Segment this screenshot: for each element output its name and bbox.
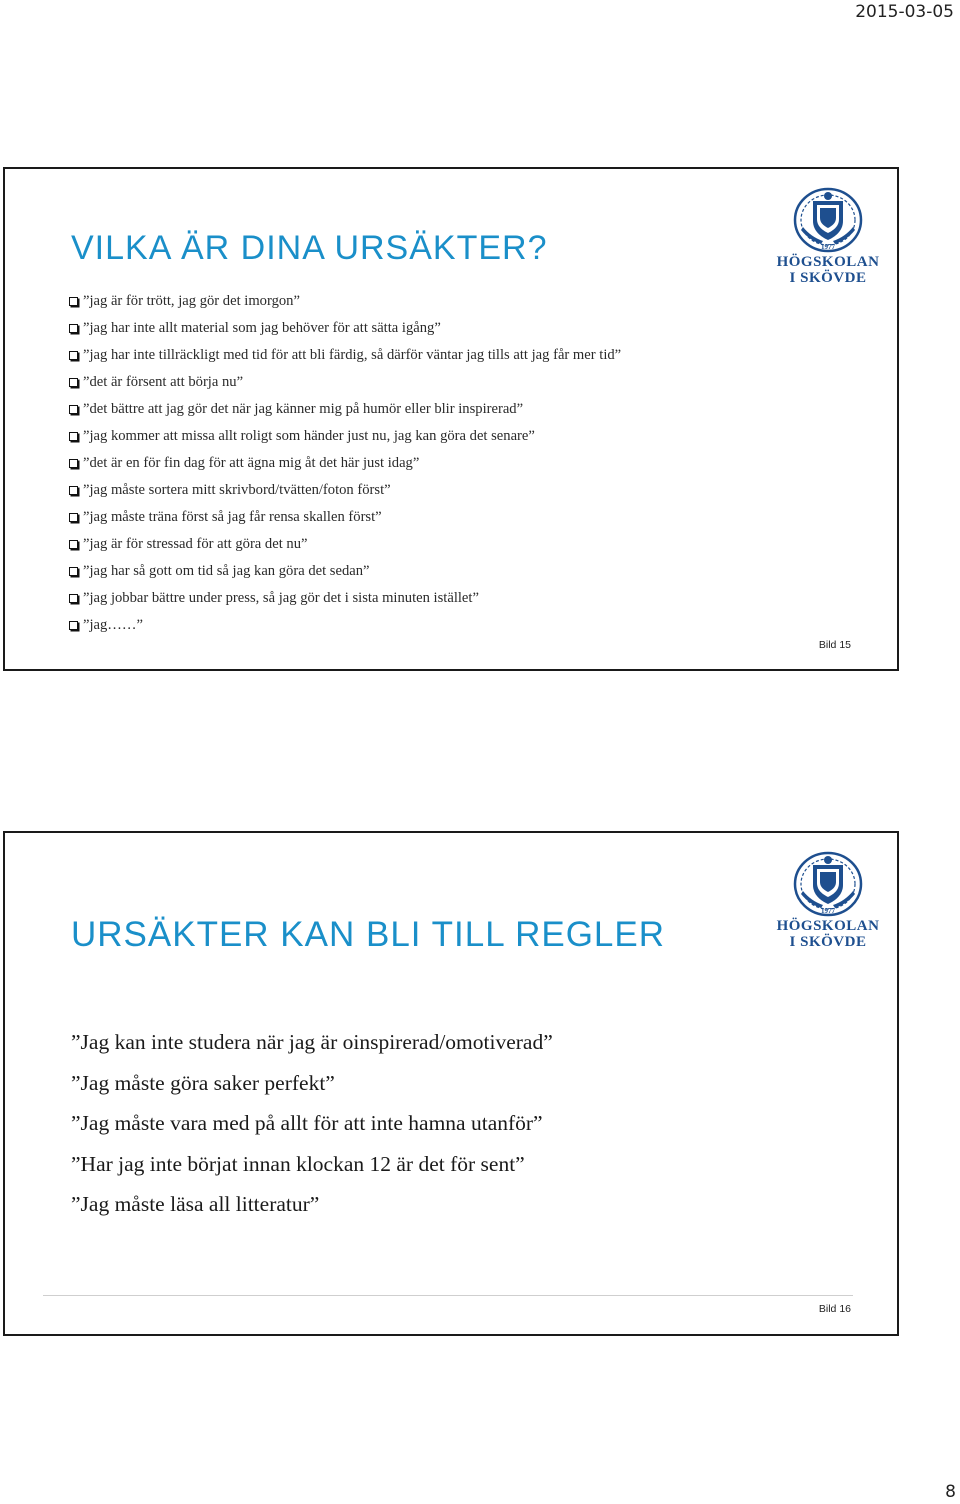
- checkbox-bullet-icon: [69, 324, 78, 333]
- list-item: ”jag……”: [69, 612, 621, 639]
- logo-text-line1: HÖGSKOLAN: [776, 254, 880, 270]
- logo-year: 1977: [821, 243, 835, 251]
- list-item: ”Jag måste göra saker perfekt”: [71, 1070, 335, 1095]
- rule-list: [71, 1022, 553, 1225]
- university-logo: [775, 187, 881, 287]
- checkbox-bullet-icon: [69, 432, 78, 441]
- page-date: 2015-03-05: [855, 2, 954, 22]
- list-item: ”jag har inte tillräckligt med tid för att bli färdig, så därför väntar jag tills att jag får mer tid”: [69, 342, 621, 369]
- page-number: 8: [945, 1482, 956, 1502]
- slide-title: VILKA ÄR DINA URSÄKTER?: [71, 229, 548, 267]
- list-item: ”Jag måste läsa all litteratur”: [71, 1192, 320, 1216]
- list-item: ”det bättre att jag gör det när jag känner mig på humör eller blir inspirerad”: [69, 396, 621, 423]
- list-item: ”det är försent att börja nu”: [69, 369, 621, 396]
- list-item: ”Jag kan inte studera när jag är oinspirerad/omotiverad”: [71, 1030, 553, 1054]
- checkbox-bullet-icon: [69, 486, 78, 495]
- slide-15: [3, 167, 899, 671]
- checkbox-bullet-icon: [69, 567, 78, 576]
- list-item: ”jag har så gott om tid så jag kan göra det sedan”: [69, 558, 621, 585]
- list-item: ”jag är för trött, jag gör det imorgon”: [69, 288, 621, 315]
- logo-text-line1: HÖGSKOLAN: [776, 918, 880, 934]
- checkbox-bullet-icon: [69, 621, 78, 630]
- list-item: ”jag jobbar bättre under press, så jag gör det i sista minuten istället”: [69, 585, 621, 612]
- checkbox-bullet-icon: [69, 351, 78, 360]
- checkbox-bullet-icon: [69, 540, 78, 549]
- slide-16: [3, 831, 899, 1336]
- slide-title: URSÄKTER KAN BLI TILL REGLER: [71, 915, 666, 954]
- list-item: ”jag är för stressad för att göra det nu”: [69, 531, 621, 558]
- checkbox-bullet-icon: [69, 513, 78, 522]
- checkbox-bullet-icon: [69, 459, 78, 468]
- list-item: ”Jag måste vara med på allt för att inte hamna utanför”: [71, 1111, 543, 1135]
- logo-year: 1977: [821, 907, 835, 915]
- checkbox-bullet-icon: [69, 405, 78, 414]
- list-item: ”jag måste träna först så jag får rensa skallen först”: [69, 504, 621, 531]
- list-item: ”Har jag inte börjat innan klockan 12 är det för sent”: [71, 1151, 525, 1176]
- crest-icon: [793, 851, 863, 917]
- slide-number: Bild 16: [818, 1303, 851, 1315]
- checkbox-bullet-icon: [69, 297, 78, 306]
- list-item: ”jag måste sortera mitt skrivbord/tvätten/foton först”: [69, 477, 621, 504]
- list-item: ”det är en för fin dag för att ägna mig åt det här just idag”: [69, 450, 621, 477]
- list-item: ”jag kommer att missa allt roligt som händer just nu, jag kan göra det senare”: [69, 423, 621, 450]
- footer-divider: [43, 1295, 853, 1296]
- list-item: ”jag har inte allt material som jag behöver för att sätta igång”: [69, 315, 621, 342]
- logo-text-line2: I SKÖVDE: [789, 270, 867, 286]
- crest-icon: [793, 187, 863, 253]
- checkbox-bullet-icon: [69, 594, 78, 603]
- excuse-list: [69, 288, 621, 639]
- logo-text-line2: I SKÖVDE: [789, 934, 867, 950]
- slide-number: Bild 15: [818, 639, 851, 651]
- checkbox-bullet-icon: [69, 378, 78, 387]
- university-logo: [775, 851, 881, 951]
